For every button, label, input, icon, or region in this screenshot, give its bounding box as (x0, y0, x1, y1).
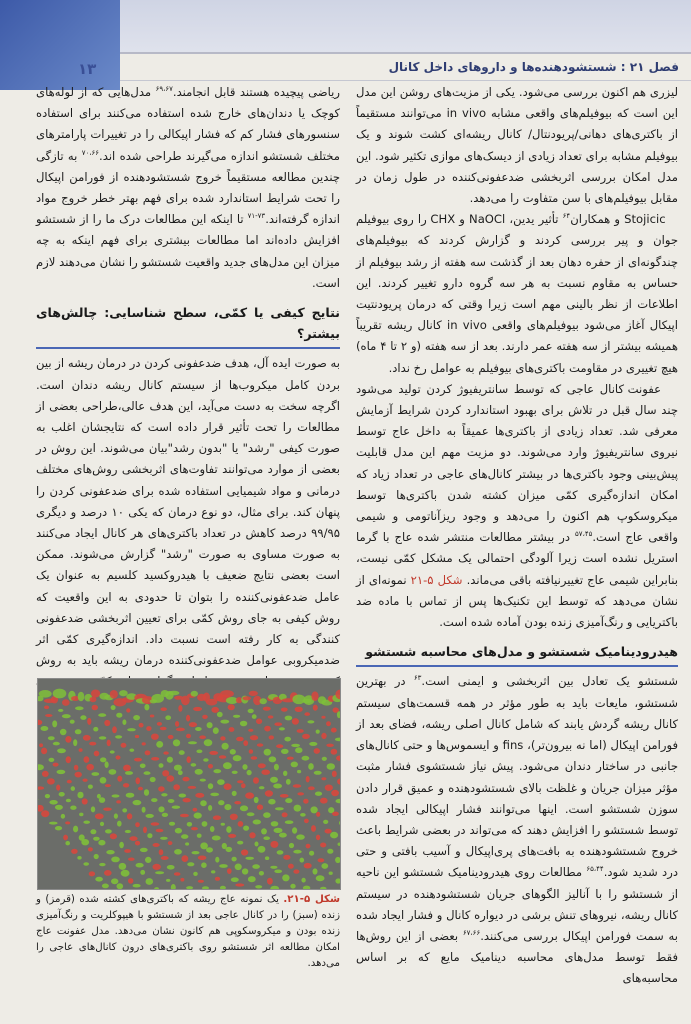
chapter-title: فصل ۲۱ : شستشودهنده‌ها و داروهای داخل کانال (388, 60, 679, 74)
right-paragraph-2: Stojicic و همکاران$^{۶۴}$ تأثیر یدین، NaOCl و CHX را روی بیوفیلم جوان و پیر بررسی کردند و گزارش کردند که بیوفیلم‌های چندگونه‌ای از حفره دهان بعد از گذشت سه هفته از رشد بیوفیلم از حساس به مقاوم نسبت به هر سه گروه دارو تغییر کردند. این اطلاعات از نظر بالینی مهم است زیرا وقتی که درمان پریودنتیت اپیکال آغاز می‌شود بیوفیلم‌های واقعی in vivo کانال ریشه تقریباً همیشه بیشتر از سه هفته عمر دارند. بعد از سه هفته (و ۲ تا ۴ ماه) هیچ تغییری در مقاومت باکتری‌های بیوفیلم به عوامل رخ نداد. (356, 212, 678, 375)
right-column (356, 82, 678, 990)
header-divider (120, 80, 691, 81)
left-paragraph-1: ریاضی پیچیده هستند قابل انجامند.$^{۶۹،۶۷}$ مدل‌هایی که از لوله‌های کوچک یا دندان‌های خارج شده استفاده می‌کنند برای استفاده سنسورهای فشار کم که فشار اپیکالی را در تغییرات پارامترهای مختلف شستشو اندازه می‌گیرند طراحی شده اند.$^{۷۰،۶۶}$ به تازگی چندین مطالعه مستقیماً خروج شستشودهنده از فورامن اپیکال را تحت شرایط استاندارد شده برای فهم بهتر خطر خروج مواد اندازه گرفته‌اند.$^{۷۳-۷۱}$ تا اینکه این مطالعات درک ما را از شستشو افزایش داده‌اند اما مطالعات بیشتری برای فهم اینکه به چه میزان این مدل‌های جدید واقعیت شستشو را نشان می‌دهند لازم است. (36, 85, 340, 290)
header-band (0, 0, 691, 52)
section-heading-hydrodynamics: هیدرودینامیک شستشو و مدل‌های محاسبه شستشو (356, 639, 678, 667)
figure-image (38, 679, 340, 889)
citation: ۶۵،۴۴ (586, 865, 604, 874)
citation: ۶۹،۶۷ (155, 85, 173, 94)
section-heading-qualitative: نتایج کیفی یا کمّی، سطح شناسایی: چالش‌های بیشتر؟ (36, 300, 340, 349)
page-number: ۱۳ (78, 60, 97, 78)
figure-caption (36, 892, 340, 972)
right-paragraph-4: شستشو یک تعادل بین اثربخشی و ایمنی است.$^{۶۳}$ در بهترین شستشو، مایعات باید به طور مؤثر در همه قسمت‌های سیستم کانال ریشه گردش یابند که شامل کانال اصلی ریشه، فضای بعد از فورامن اپیکال (اما نه بیرون‌تر)، fins و ایسموس‌ها و حتی کانال‌های جانبی در ساختار دندان می‌شود. پیش نیاز شستشوی فشار مثبت مؤثر میزان جریان و غلظت بالای شستشودهنده و عمیق قرار دادن سوزن شستشو است. اینها می‌توانند فشار اپیکالی ایجاد شده توسط شستشو را افزایش دهند که می‌تواند در بعضی شرایط باعث خروج شستشودهنده به بافت‌های پری‌اپیکال و آسیب بافتی و حتی درد شدید شود.$^{۶۵،۴۴}$ مطالعات روی هیدرودینامیک شستشو این ناحیه از شستشو را با آنالیز الگوهای جریان شستشودهنده در سیستم کانال ریشه، نیروهای تنش برشی در دیواره کانال و فشار ایجاد شده به سمت فورامن اپیکال بررسی می‌کنند.$^{۶۷،۶۶}$ بعضی از این روش‌ها فقط توسط مدل‌های محاسبه دینامیک مایع که بر اساس محاسبه‌های (356, 674, 679, 986)
figure-reference-link[interactable]: شکل ۵-۲۱ (410, 572, 463, 587)
figure-caption-text: یک نمونه عاج ریشه که باکتری‌های کشته شده (قرمز) و زنده (سبز) را در کانال عاجی بعد از شستشو با هیپوکلریت و رنگ‌آمیزی زنده بودن و میکروسکوپی هم کانون نشان می‌دهد. مدل عفونت عاج امکان مطالعه اثر شستشو روی باکتری‌های درون کانال‌های عاجی را می‌دهد. (36, 894, 340, 969)
header-rule (120, 52, 691, 54)
citation: ۷۳-۷۱ (247, 212, 266, 221)
right-paragraph-1: لیزری هم اکنون بررسی می‌شود. یکی از مزیت‌های روشن این مدل این است که بیوفیلم‌های واقعی مشابه in vivo می‌توانند مستقیماً از باکتری‌های دهانی/پریودنتال/ کانال ریشه‌ای کشت شوند و یک بیوفیلم مشابه برای تعداد زیادی از دیسک‌های موازی تکثیر شود. این مدل امکان بررسی اثربخشی ضدعفونی‌کننده در طول زمان در مقابل بیوفیلم‌های با سن متفاوت را می‌دهد. (356, 85, 678, 206)
left-paragraph-2: به صورت ایده آل، هدف ضدعفونی کردن در درمان ریشه از بین بردن کامل میکروب‌ها از سیستم کانال ریشه دندان است. اگرچه سخت به دست می‌آید، این هدف عالی،طراحی بعضی از مطالعات را تحت تأثیر قرار داده است که نتایجشان اغلب به صورت کیفی "رشد" یا "بدون رشد"بیان می‌شوند. این روش در بعضی از موارد می‌توانند تفاوت‌های اثربخشی روش‌های مختلف درمانی و مواد شیمیایی استفاده شده برای ضدعفونی کردن را پنهان کند. برای مثال، دو نوع درمان که یکی ۱۰ درصد و دیگری ۹۹/۹۵ درصد کاهش در تعداد باکتری‌های هر کانال ایجاد می‌کنند به صورت مساوی به صورت "رشد" گزارش می‌شوند. ممکن است بعضی نتایج ضعیف با هیدروکسید کلسیم به عنوان یک عامل ضدعفونی‌کننده را بتوان تا حدودی به این واقعیت که روش کیفی به جای روش کمّی برای تعیین اثربخشی ضدعفونی کنندگی به کار رفته است نسبت داد. اندازه‌گیری کمّی اثر ضدمیکروبی عوامل ضدعفونی‌کننده درمان ریشه باید به روش (36, 353, 340, 713)
citation: ۷۰،۶۶ (81, 148, 100, 157)
left-column (36, 82, 340, 714)
citation: ۶۴ (562, 212, 571, 221)
corner-color-block (0, 0, 120, 90)
citation: ۶۳ (413, 674, 422, 683)
confocal-microscopy-figure (37, 678, 341, 890)
right-paragraph-3: عفونت کانال عاجی که توسط سانتریفیوژ کردن تولید می‌شود چند سال قبل در تلاش برای بهبود استاندارد کردن شرایط آزمایش معرفی شد. تعداد زیادی از باکتری‌ها عمیقاً به داخل عاج توسط نیروی سانتریفیوژ وارد می‌شوند. دو مزیت مهم این مدل قابلیت پیش‌بینی وجود باکتری‌ها در بیشتر کانال‌های عاجی در تعداد زیاد که امکان اندازه‌گیری کمّی میزان کشته شدن باکتری‌ها توسط میکروسکوپ هم اکنون را می‌دهد و وجود ریزآناتومی و شیمی واقعی عاج است.$^{۵۷،۴۵}$ در بیشتر مطالعات منتشر شده عاج با گرما استریل نشده است زیرا آلودگی احتمالی یک مشکل کمّی نیست، بنابراین شیمی عاج تغییرنیافته باقی می‌ماند. شکل ۵-۲۱ نمونه‌ای از نشان می‌دهد که توسط این تکنیک‌ها پس از تماس با ماده ضد باکتریایی و رنگ‌آمیزی زنده بودن آماده شده است. (356, 381, 678, 630)
figure-label: شکل ۵-۲۱. (283, 894, 340, 905)
citation: ۶۷،۶۶ (462, 929, 481, 938)
citation: ۵۷،۴۵ (575, 530, 593, 539)
